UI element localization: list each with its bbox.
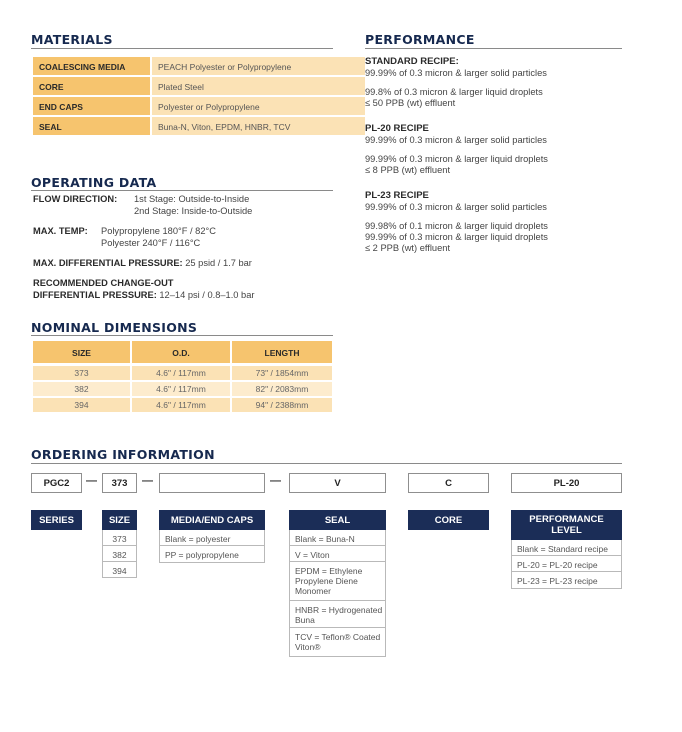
performance-code-box[interactable]: PL-20 bbox=[511, 473, 622, 493]
performance-level-label: PERFORMANCE LEVEL bbox=[511, 510, 622, 540]
max-differential-pressure: MAX. DIFFERENTIAL PRESSURE: 25 psid / 1.7 bar bbox=[33, 258, 252, 268]
flow-direction-label: FLOW DIRECTION: bbox=[33, 194, 118, 204]
performance-option: Blank = Standard recipe bbox=[511, 540, 622, 556]
seal-code-box[interactable]: V bbox=[289, 473, 386, 493]
dimensions-cell: 4.6" / 117mm bbox=[132, 366, 230, 380]
performance-rule bbox=[365, 48, 622, 49]
materials-rule bbox=[31, 48, 333, 49]
dimensions-header-od: O.D. bbox=[132, 341, 230, 363]
core-label: CORE bbox=[408, 510, 489, 530]
performance-option: PL-20 = PL-20 recipe bbox=[511, 556, 622, 572]
core-code-box[interactable]: C bbox=[408, 473, 489, 493]
dimensions-cell: 394 bbox=[33, 398, 130, 412]
recommended-differential-pressure: DIFFERENTIAL PRESSURE: 12–14 psi / 0.8–1.0 bar bbox=[33, 290, 255, 300]
dimensions-rule bbox=[31, 335, 333, 336]
ordering-rule bbox=[31, 463, 622, 464]
separator-dash: — bbox=[142, 475, 153, 487]
dimensions-header-size: SIZE bbox=[33, 341, 130, 363]
materials-value: Buna-N, Viton, EPDM, HNBR, TCV bbox=[152, 117, 365, 135]
dimensions-cell: 4.6" / 117mm bbox=[132, 398, 230, 412]
flow-direction-line-2: 2nd Stage: Inside-to-Outside bbox=[134, 206, 253, 216]
recommended-label: RECOMMENDED CHANGE-OUT bbox=[33, 278, 174, 288]
media-option: Blank = polyester bbox=[159, 530, 265, 546]
dimensions-header-length: LENGTH bbox=[232, 341, 332, 363]
ordering-title: ORDERING INFORMATION bbox=[31, 447, 215, 462]
dimensions-cell: 73" / 1854mm bbox=[232, 366, 332, 380]
pl23-recipe-heading: PL-23 RECIPE bbox=[365, 190, 429, 201]
materials-title: MATERIALS bbox=[31, 32, 113, 47]
standard-recipe-line: ≤ 50 PPB (wt) effluent bbox=[365, 98, 456, 108]
series-code-box[interactable]: PGC2 bbox=[31, 473, 82, 493]
seal-option: TCV = Teflon® Coated Viton® bbox=[289, 628, 386, 657]
standard-recipe-line: 99.8% of 0.3 micron & larger liquid droplets bbox=[365, 87, 543, 97]
performance-title: PERFORMANCE bbox=[365, 32, 475, 47]
standard-recipe-heading: STANDARD RECIPE: bbox=[365, 56, 459, 67]
dimensions-cell: 373 bbox=[33, 366, 130, 380]
max-temp-label: MAX. TEMP: bbox=[33, 226, 88, 236]
seal-option: V = Viton bbox=[289, 546, 386, 562]
materials-key: CORE bbox=[33, 77, 150, 95]
max-temp-line-1: Polypropylene 180°F / 82°C bbox=[101, 226, 216, 236]
pl23-recipe-line: ≤ 2 PPB (wt) effluent bbox=[365, 243, 451, 253]
flow-direction-line-1: 1st Stage: Outside-to-Inside bbox=[134, 194, 250, 204]
dimensions-cell: 4.6" / 117mm bbox=[132, 382, 230, 396]
materials-key: COALESCING MEDIA bbox=[33, 57, 150, 75]
standard-recipe-line: 99.99% of 0.3 micron & larger solid particles bbox=[365, 68, 547, 78]
separator-dash: — bbox=[270, 475, 281, 487]
size-label: SIZE bbox=[102, 510, 137, 530]
pl20-recipe-heading: PL-20 RECIPE bbox=[365, 123, 429, 134]
pl23-recipe-line: 99.98% of 0.1 micron & larger liquid droplets bbox=[365, 221, 548, 231]
materials-value: Plated Steel bbox=[152, 77, 365, 95]
dimensions-cell: 382 bbox=[33, 382, 130, 396]
pl23-recipe-line: 99.99% of 0.3 micron & larger liquid droplets bbox=[365, 232, 548, 242]
separator-dash: — bbox=[86, 475, 97, 487]
dimensions-cell: 94" / 2388mm bbox=[232, 398, 332, 412]
size-option: 394 bbox=[102, 562, 137, 578]
materials-key: END CAPS bbox=[33, 97, 150, 115]
performance-option: PL-23 = PL-23 recipe bbox=[511, 572, 622, 589]
pl20-recipe-line: 99.99% of 0.3 micron & larger solid particles bbox=[365, 135, 547, 145]
size-option: 373 bbox=[102, 530, 137, 546]
materials-key: SEAL bbox=[33, 117, 150, 135]
operating-title: OPERATING DATA bbox=[31, 175, 157, 190]
series-label: SERIES bbox=[31, 510, 82, 530]
media-option: PP = polypropylene bbox=[159, 546, 265, 563]
media-label: MEDIA/END CAPS bbox=[159, 510, 265, 530]
dimensions-title: NOMINAL DIMENSIONS bbox=[31, 320, 198, 335]
size-code-box[interactable]: 373 bbox=[102, 473, 137, 493]
size-option: 382 bbox=[102, 546, 137, 562]
pl20-recipe-line: ≤ 8 PPB (wt) effluent bbox=[365, 165, 451, 175]
operating-rule bbox=[31, 190, 333, 191]
materials-value: Polyester or Polypropylene bbox=[152, 97, 365, 115]
max-temp-line-2: Polyester 240°F / 116°C bbox=[101, 238, 201, 248]
seal-label: SEAL bbox=[289, 510, 386, 530]
pl23-recipe-line: 99.99% of 0.3 micron & larger solid particles bbox=[365, 202, 547, 212]
dimensions-cell: 82" / 2083mm bbox=[232, 382, 332, 396]
pl20-recipe-line: 99.99% of 0.3 micron & larger liquid droplets bbox=[365, 154, 548, 164]
media-code-box[interactable] bbox=[159, 473, 265, 493]
seal-option: HNBR = Hydrogenated Buna bbox=[289, 601, 386, 628]
materials-value: PEACH Polyester or Polypropylene bbox=[152, 57, 365, 75]
seal-option: Blank = Buna-N bbox=[289, 530, 386, 546]
seal-option: EPDM = Ethylene Propylene Diene Monomer bbox=[289, 562, 386, 601]
